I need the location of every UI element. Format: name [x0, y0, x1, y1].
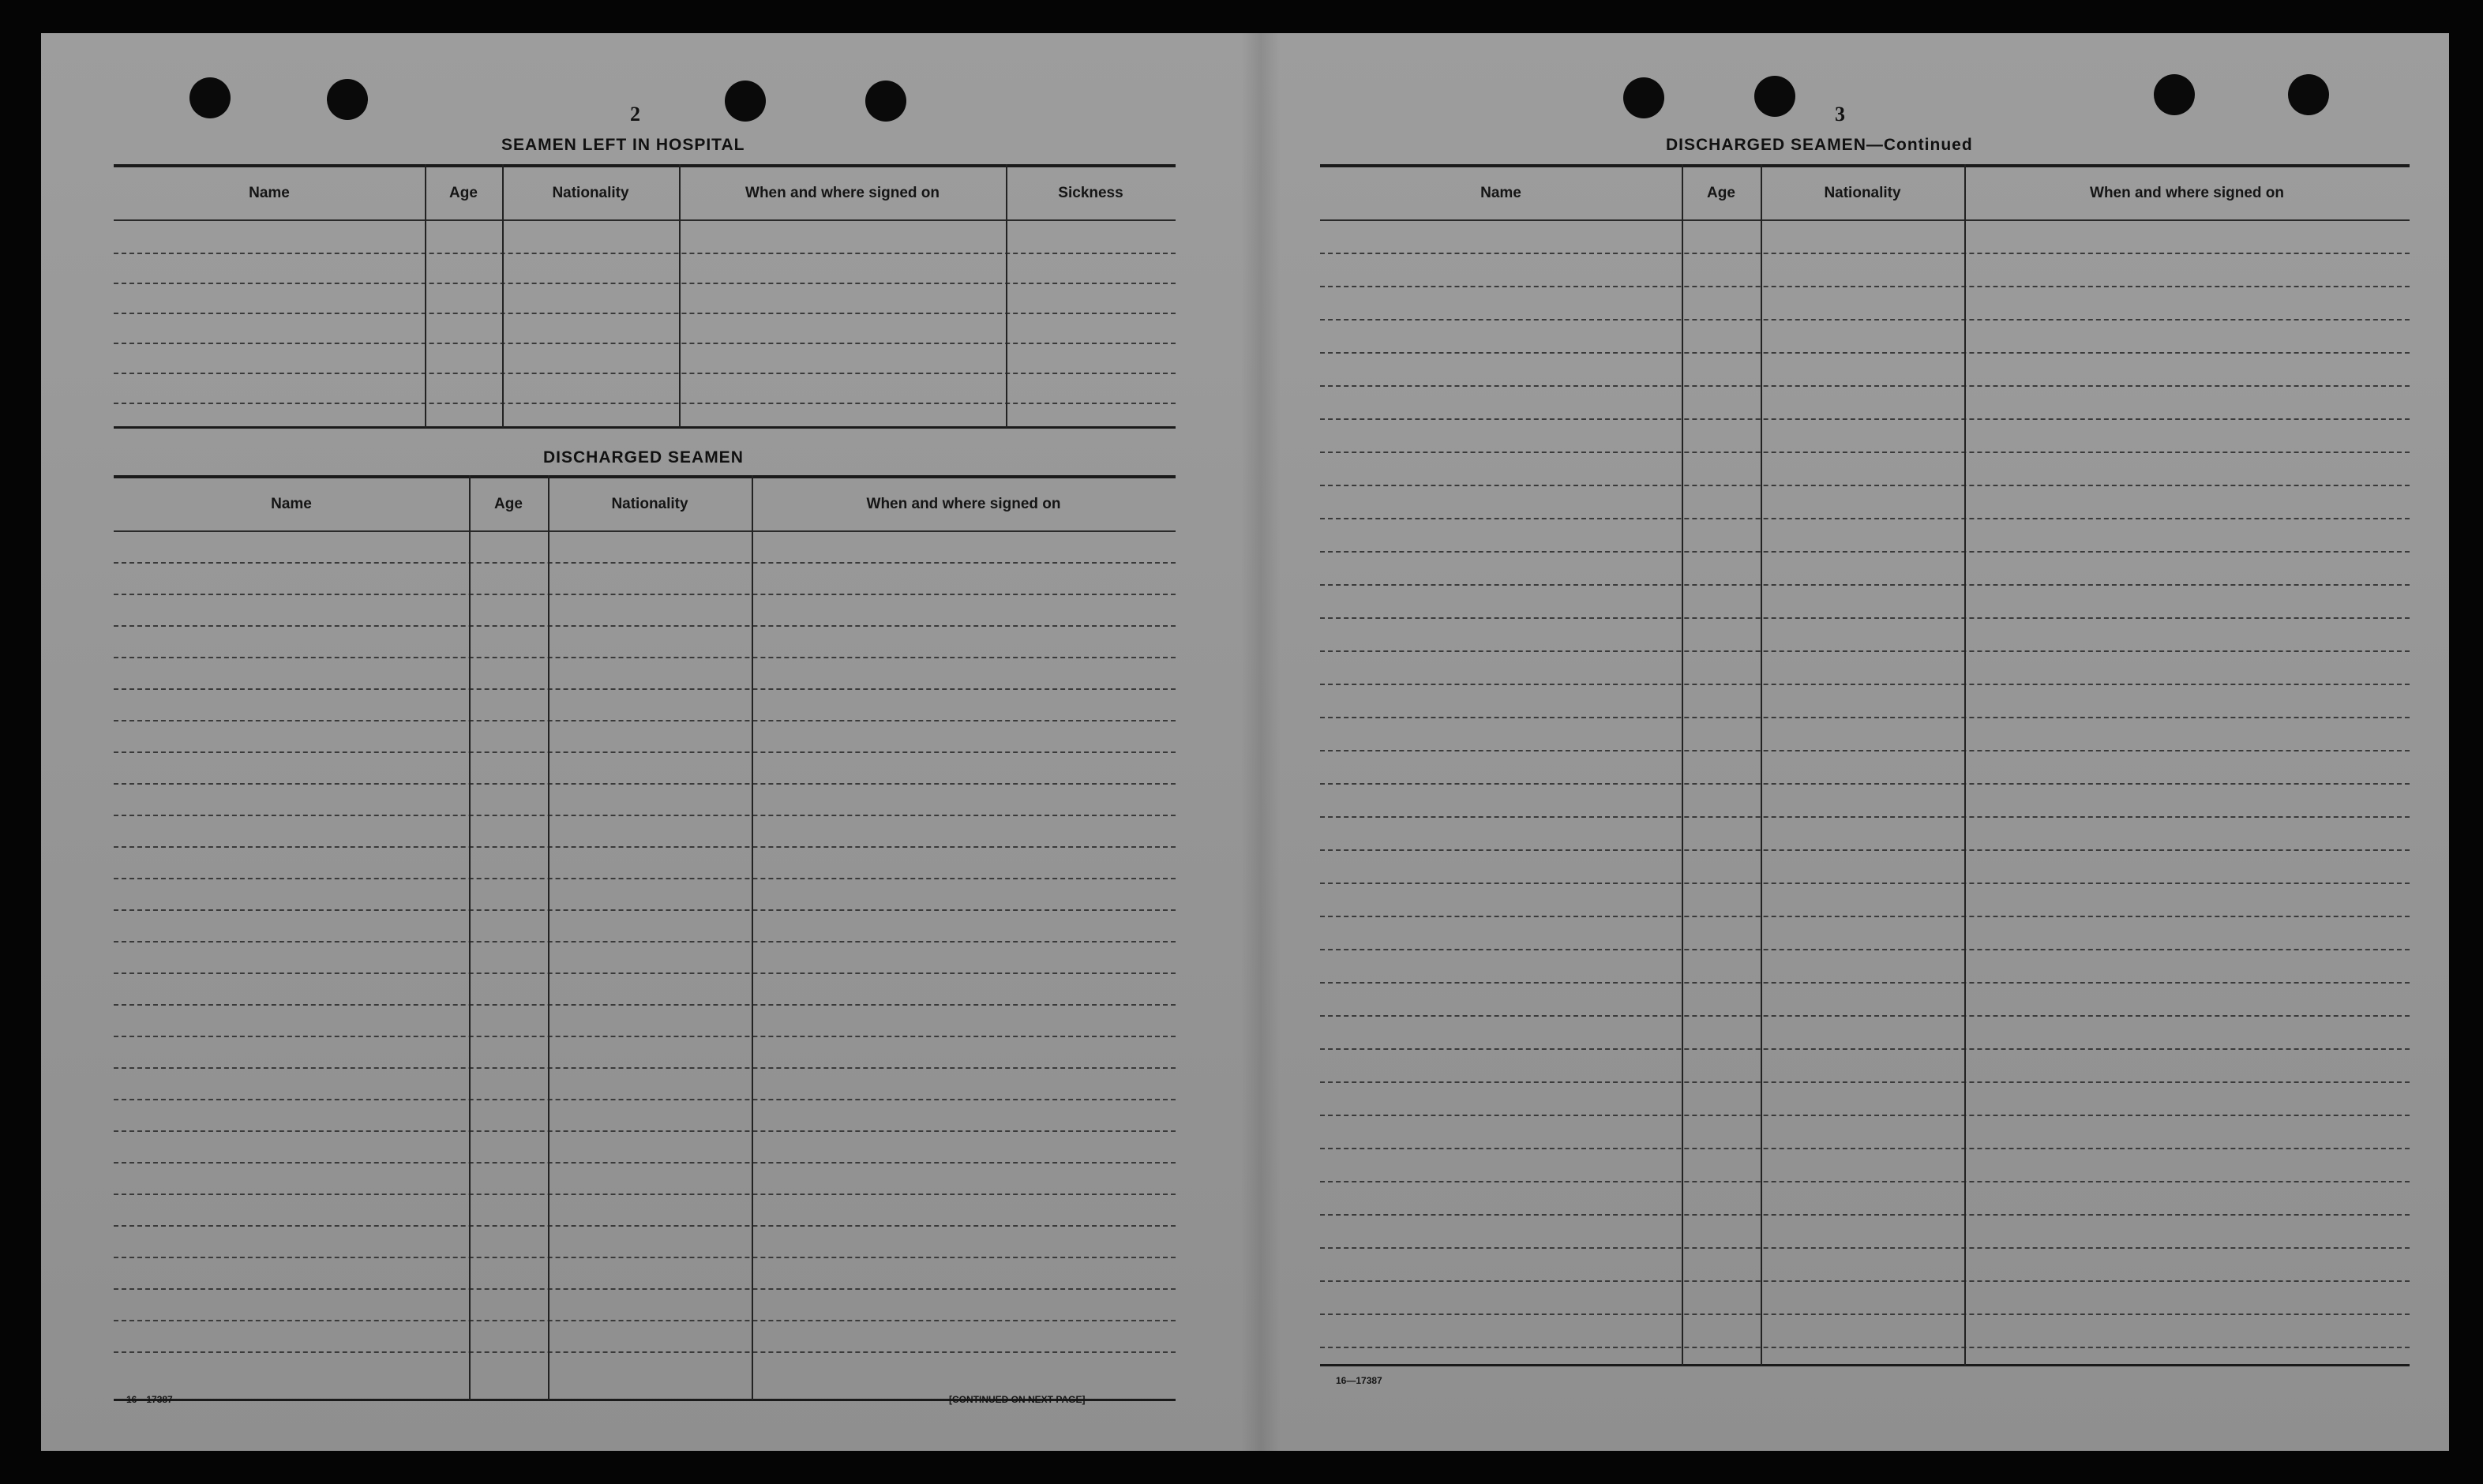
form-number-right: 16—17387 [1336, 1375, 1382, 1386]
hospital-table [114, 164, 1176, 433]
form-number-left: 16—17387 [126, 1394, 173, 1405]
punch-hole [865, 81, 906, 122]
discharged-section-title: DISCHARGED SEAMEN [543, 448, 744, 467]
punch-hole [1623, 77, 1664, 118]
page-fold [1241, 33, 1281, 1451]
column-header-nationality: Nationality [611, 496, 688, 512]
continued-note: [CONTINUED ON NEXT PAGE] [949, 1394, 1086, 1405]
punch-hole [1754, 76, 1795, 117]
discharged-table-right [1320, 164, 2410, 1396]
column-header-name: Name [1480, 185, 1521, 201]
punch-hole [2154, 74, 2195, 115]
punch-hole [2288, 74, 2329, 115]
column-header-name: Name [271, 496, 312, 512]
document-scan [41, 33, 2449, 1451]
column-header-age: Age [449, 185, 478, 201]
column-header-age: Age [1707, 185, 1735, 201]
column-header-signed-on: When and where signed on [2090, 185, 2284, 201]
hospital-section-title: SEAMEN LEFT IN HOSPITAL [501, 136, 745, 154]
discharged-table-left [114, 475, 1176, 1416]
page-number-right: 3 [1835, 103, 1845, 126]
column-header-nationality: Nationality [1824, 185, 1901, 201]
column-header-age: Age [494, 496, 523, 512]
page-number-left: 2 [630, 103, 640, 126]
discharged-continued-title: DISCHARGED SEAMEN—Continued [1666, 136, 1973, 154]
column-header-signed-on: When and where signed on [866, 496, 1061, 512]
column-header-signed-on: When and where signed on [745, 185, 940, 201]
punch-hole [327, 79, 368, 120]
column-header-sickness: Sickness [1058, 185, 1123, 201]
punch-hole [725, 81, 766, 122]
punch-hole [189, 77, 231, 118]
column-header-name: Name [249, 185, 290, 201]
column-header-nationality: Nationality [552, 185, 629, 201]
